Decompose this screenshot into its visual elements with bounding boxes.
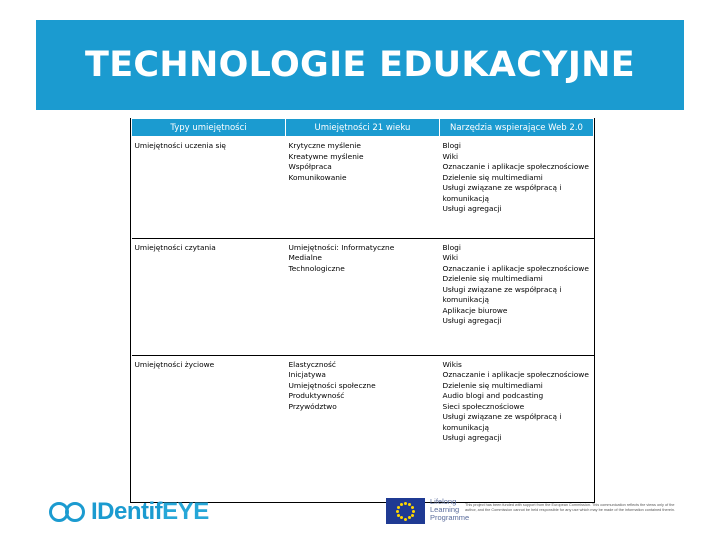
skill-item: Elastyczność (288, 359, 336, 369)
eu-star-icon (400, 516, 403, 519)
skills-cell (286, 355, 440, 502)
skills-cell (286, 137, 440, 239)
eu-star-icon (397, 514, 400, 517)
tool-item: Dzielenie się multimediami (442, 172, 543, 182)
header-web20-tools: Narzędzia wspierające Web 2.0 (440, 119, 594, 137)
table-header-row (132, 119, 594, 137)
skill-type-text: Umiejętności życiowe (134, 359, 215, 369)
skill-type-cell (132, 137, 286, 239)
skills-table (131, 118, 594, 502)
skill-item: Krytyczne myślenie (288, 141, 361, 150)
tool-item: Oznaczanie i aplikacje społecznościowe (442, 162, 589, 171)
logo-rings-icon (47, 500, 91, 524)
eu-star-icon (396, 510, 399, 513)
logo-text: IDentifEYE (91, 498, 209, 525)
llp-line: Programme (430, 513, 470, 522)
tools-cell (440, 238, 594, 355)
eu-flag-icon (386, 498, 425, 524)
identifeye-logo (47, 498, 209, 526)
tool-item: Dzielenie się multimediami (442, 380, 543, 390)
skill-type-cell (132, 238, 286, 355)
lifelong-learning-logo (430, 498, 469, 522)
skill-item: Produktywność (288, 391, 345, 401)
skill-type-cell (132, 355, 286, 502)
tools-cell (440, 137, 594, 239)
tool-item: Usługi agregacji (442, 316, 502, 326)
page-title: TECHNOLOGIE EDUKACYJNE (85, 45, 635, 85)
tool-item: Usługi związane ze współpracą i (442, 412, 562, 422)
eu-star-icon (412, 510, 415, 513)
table-row (132, 238, 594, 355)
title-banner (36, 20, 684, 110)
eu-star-icon (411, 506, 414, 509)
tools-cell (440, 355, 594, 502)
eu-star-icon (404, 502, 407, 505)
tool-item: Sieci społecznościowe (442, 401, 525, 411)
skill-item: Umiejętności społeczne (288, 380, 376, 390)
skill-item: Inicjatywa (288, 370, 326, 380)
skill-type-text: Umiejętności czytania (134, 242, 216, 252)
eu-disclaimer: This project has been funded with support from the European Commission. This communication reflects the views only of the author, and the Commission cannot be held responsible for any use which may be made of the information contained therein. (465, 503, 676, 512)
skill-item: Medialne (288, 253, 322, 263)
tool-item: Usługi agregacji (442, 433, 502, 443)
table-row (132, 355, 594, 502)
table-body (132, 137, 594, 503)
skill-item: Technologiczne (288, 263, 345, 273)
llp-line: Lifelong (430, 497, 457, 506)
skills-cell (286, 238, 440, 355)
skill-type-text: Umiejętności uczenia się (134, 141, 226, 150)
tool-item: komunikacją (442, 422, 489, 432)
skills-table-container (130, 118, 595, 503)
tool-item: Dzielenie się multimediami (442, 274, 543, 284)
eu-star-icon (408, 516, 411, 519)
tool-item: Aplikacje biurowe (442, 305, 508, 315)
header-skill-types: Typy umiejętności (132, 119, 286, 137)
tool-item: komunikacją (442, 295, 489, 305)
tool-item: Usługi związane ze współpracą i (442, 183, 562, 192)
skill-item: Kreatywne myślenie (288, 151, 364, 161)
tool-item: komunikacją (442, 193, 489, 203)
tool-item: Usługi związane ze współpracą i (442, 284, 562, 294)
tool-item: Oznaczanie i aplikacje społecznościowe (442, 263, 589, 273)
llp-line: Learning (430, 505, 460, 514)
table-row (132, 137, 594, 239)
tool-item: Usługi agregacji (442, 204, 502, 213)
eu-star-icon (411, 514, 414, 517)
eu-star-icon (408, 503, 411, 506)
header-21st-century-skills: Umiejętności 21 wieku (286, 119, 440, 137)
skill-item: Przywództwo (288, 401, 337, 411)
tool-item: Wiki (442, 253, 459, 263)
skill-item: Umiejętności: Informatyczne (288, 242, 395, 252)
tool-item: Wiki (442, 151, 459, 161)
eu-star-icon (400, 503, 403, 506)
tool-item: Oznaczanie i aplikacje społecznościowe (442, 370, 589, 380)
eu-star-icon (404, 518, 407, 521)
skill-item: Komunikowanie (288, 172, 347, 182)
skill-item: Współpraca (288, 162, 332, 171)
tool-item: Blogi (442, 141, 461, 150)
tool-item: Audio blogi and podcasting (442, 391, 544, 401)
tool-item: Blogi (442, 242, 461, 252)
eu-star-icon (397, 506, 400, 509)
tool-item: Wikis (442, 359, 462, 369)
